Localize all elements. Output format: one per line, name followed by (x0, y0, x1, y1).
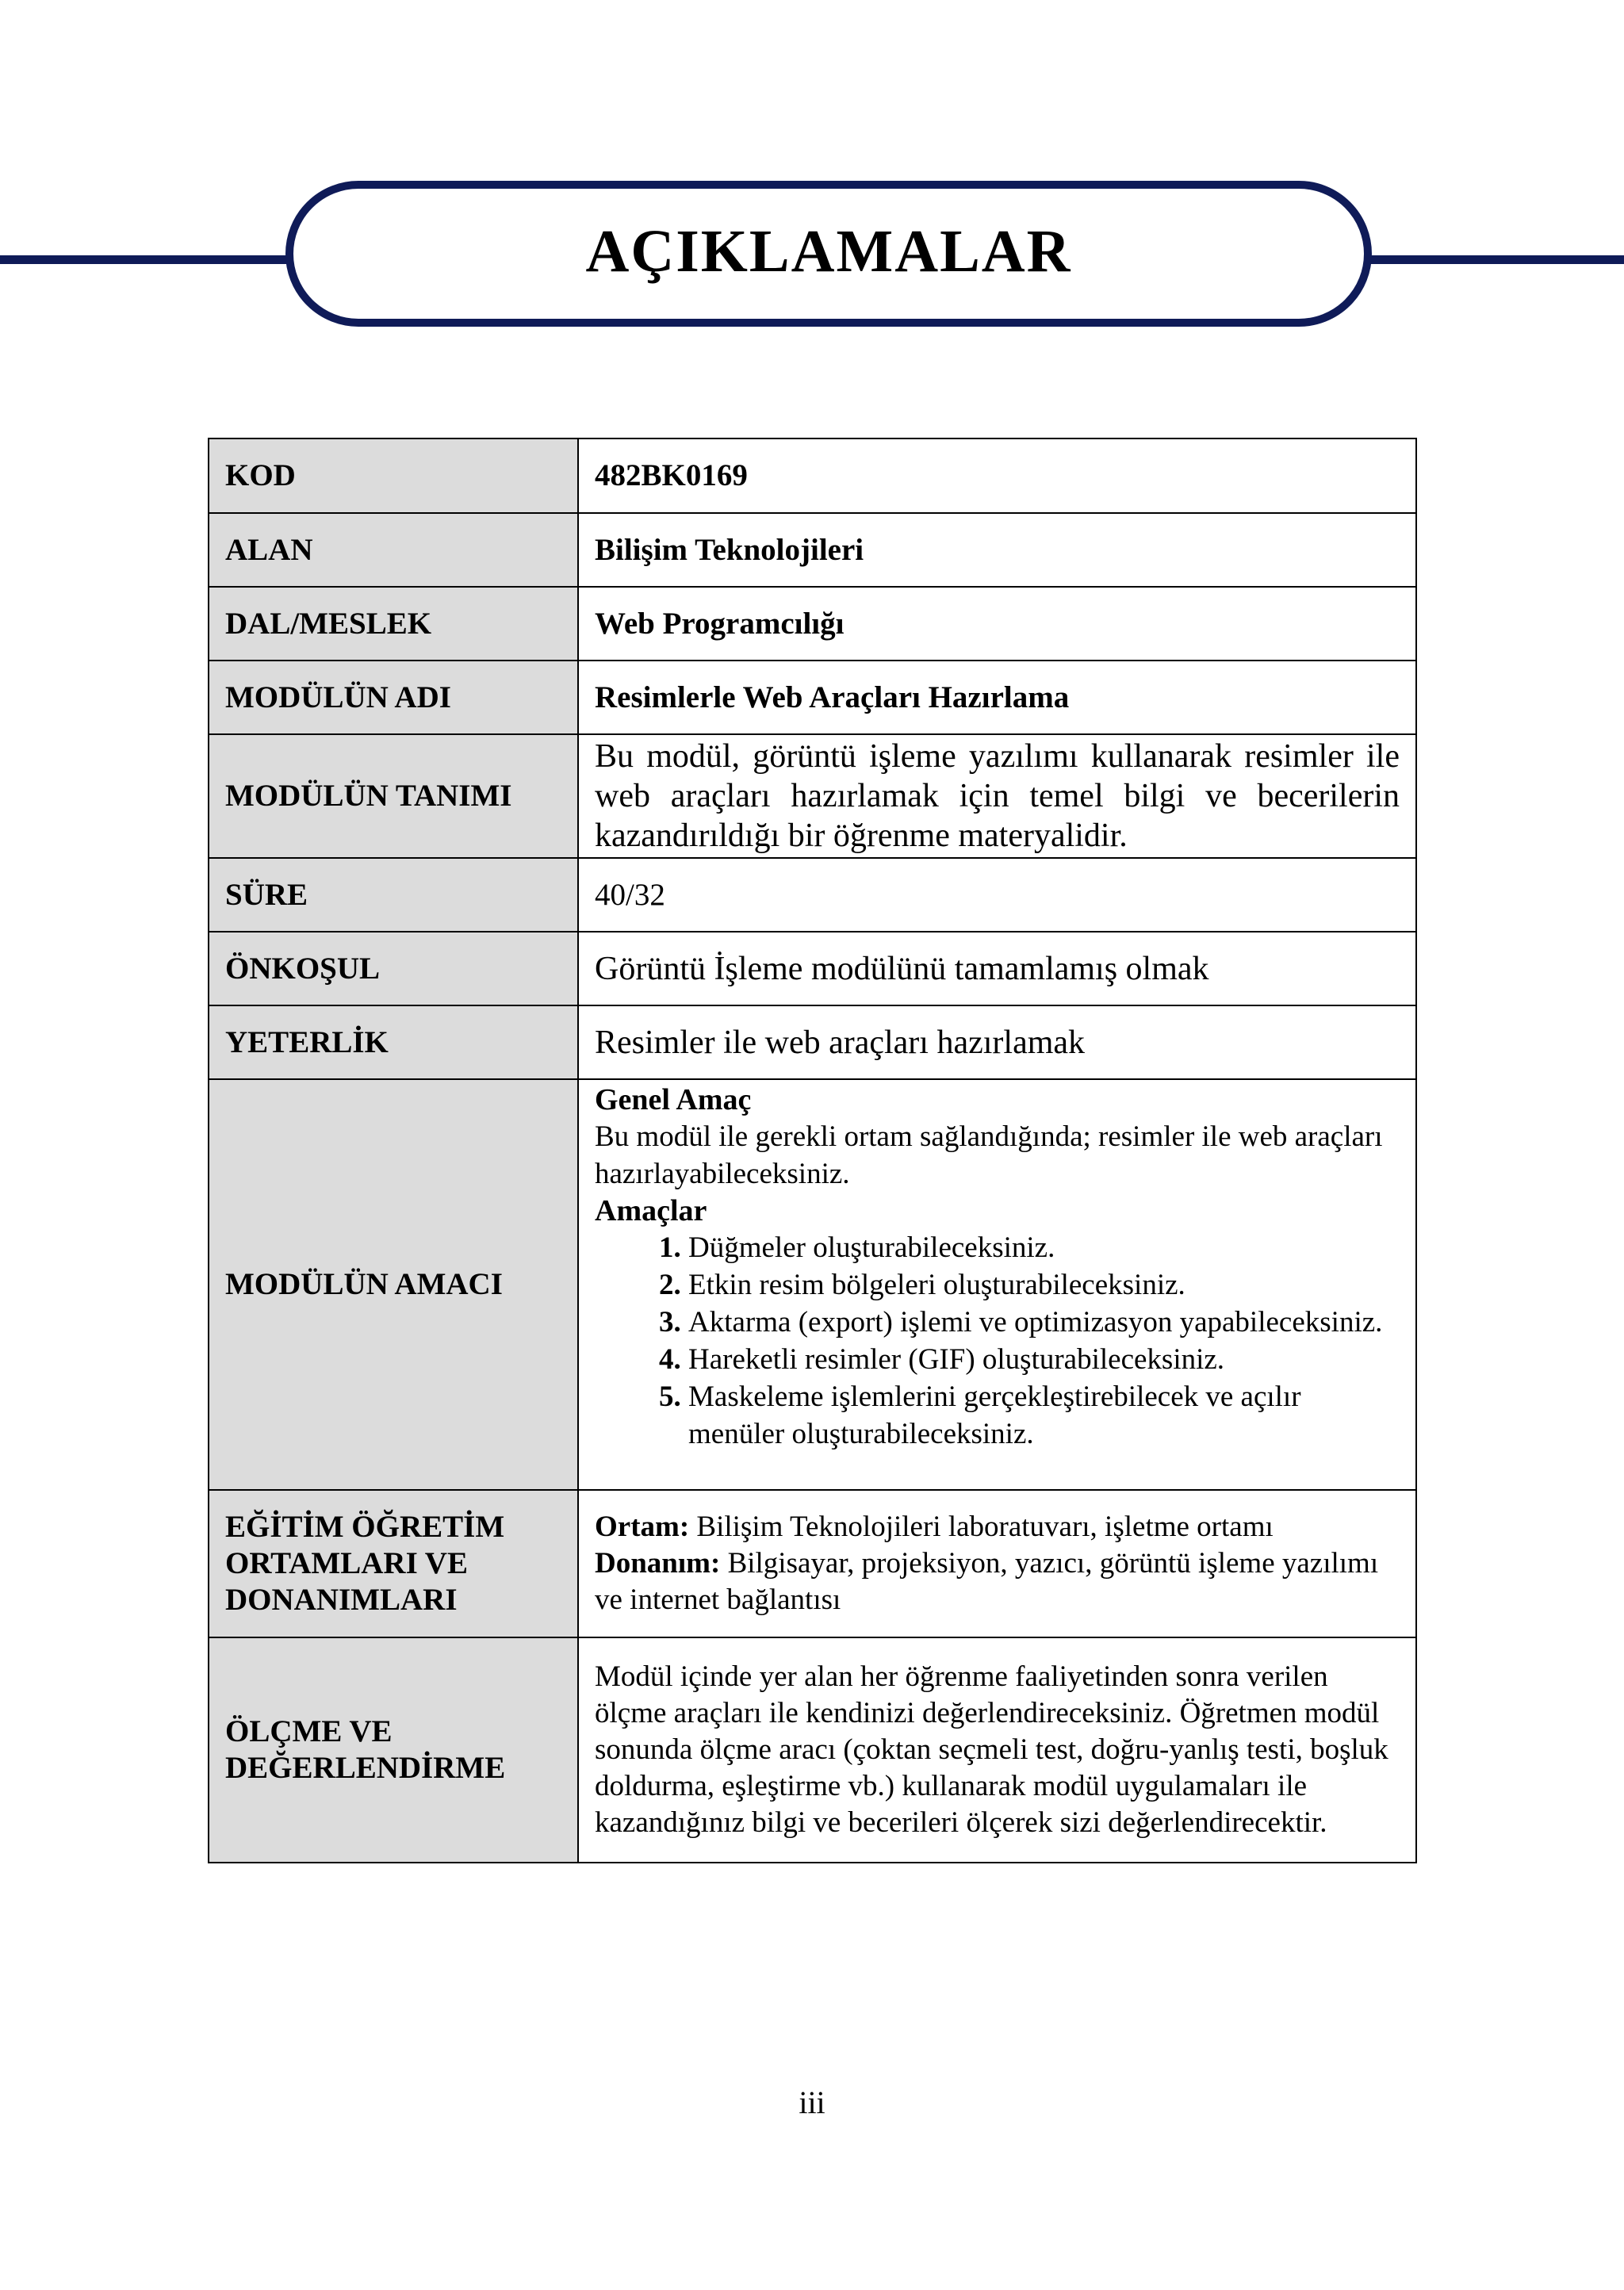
table-row (209, 734, 1416, 858)
row-value-ortam (578, 1490, 1416, 1637)
label-line: EĞİTİM ÖĞRETİM (225, 1510, 505, 1544)
donanim-text: Bilgisayar, projeksiyon, yazıcı, görüntü işleme yazılımı ve internet bağlantısı (595, 1547, 1379, 1616)
amaclar-list (595, 1229, 1400, 1453)
table-row (209, 587, 1416, 661)
genel-amac-heading: Genel Amaç (595, 1083, 752, 1116)
row-value-amac (578, 1079, 1416, 1490)
table-row (209, 932, 1416, 1005)
label-line: DEĞERLENDİRME (225, 1751, 506, 1785)
row-value-modul-tanimi: Bu modül, görüntü işleme yazılımı kullanarak resimler ile web araçları hazırlamak için temel bilgi ve becerilerin kazandırıldığı bir öğrenme materyalidir. (578, 734, 1416, 858)
row-value-kod: 482BK0169 (578, 438, 1416, 513)
row-value-sure: 40/32 (578, 858, 1416, 932)
row-label-modul-adi: MODÜLÜN ADI (209, 661, 578, 734)
table-row (209, 858, 1416, 932)
table-row (209, 1079, 1416, 1490)
row-label-sure: SÜRE (209, 858, 578, 932)
donanim-key: Donanım: (595, 1547, 721, 1580)
row-label-onkosul: ÖNKOŞUL (209, 932, 578, 1005)
table-row (209, 661, 1416, 734)
row-label-ortam (209, 1490, 578, 1637)
table-row (209, 513, 1416, 587)
page-title: AÇIKLAMALAR (585, 217, 1072, 285)
ortam-line (595, 1509, 1400, 1545)
list-item: 3. Aktarma (export) işlemi ve optimizasyon yapabileceksiniz. (688, 1304, 1400, 1341)
row-label-olcme (209, 1637, 578, 1863)
amaclar-heading: Amaçlar (595, 1194, 707, 1227)
row-value-yeterlik: Resimler ile web araçları hazırlamak (578, 1005, 1416, 1079)
page-number: iii (799, 2085, 825, 2120)
table-row (209, 1637, 1416, 1863)
table-row (209, 1005, 1416, 1079)
list-item: 5. Maskeleme işlemlerini gerçekleştirebilecek ve açılır menüler oluşturabileceksiniz. (688, 1378, 1400, 1453)
table-row (209, 1490, 1416, 1637)
row-value-dal: Web Programcılığı (578, 587, 1416, 661)
row-label-dal: DAL/MESLEK (209, 587, 578, 661)
header-banner (285, 181, 1372, 327)
row-label-alan: ALAN (209, 513, 578, 587)
row-value-modul-adi: Resimlerle Web Araçları Hazırlama (578, 661, 1416, 734)
header-rule-left (0, 255, 292, 264)
module-info-table (208, 438, 1417, 1863)
table-row (209, 438, 1416, 513)
row-label-modul-tanimi: MODÜLÜN TANIMI (209, 734, 578, 858)
ortam-text: Bilişim Teknolojileri laboratuvarı, işletme ortamı (689, 1511, 1274, 1543)
list-item: 4. Hareketli resimler (GIF) oluşturabileceksiniz. (688, 1341, 1400, 1378)
donanim-line (595, 1545, 1400, 1618)
row-label-kod: KOD (209, 438, 578, 513)
row-label-yeterlik: YETERLİK (209, 1005, 578, 1079)
header-rule-right (1370, 255, 1624, 264)
row-label-amac: MODÜLÜN AMACI (209, 1079, 578, 1490)
row-value-onkosul: Görüntü İşleme modülünü tamamlamış olmak (578, 932, 1416, 1005)
ortam-key: Ortam: (595, 1511, 690, 1543)
list-item: 2. Etkin resim bölgeleri oluşturabileceksiniz. (688, 1266, 1400, 1304)
list-item: 1. Düğmeler oluşturabileceksiniz. (688, 1229, 1400, 1266)
label-line: DONANIMLARI (225, 1583, 458, 1617)
row-value-olcme: Modül içinde yer alan her öğrenme faaliyetinden sonra verilen ölçme araçları ile kendinizi değerlendireceksiniz. Öğretmen modül sonunda ölçme aracı (çoktan seçmeli test, doğru-yanlış testi, boşluk doldurma, eşleştirme vb.) kullanarak modül uygulamaları ile kazandığınız bilgi ve becerileri ölçerek sizi değerlendirecektir. (578, 1637, 1416, 1863)
genel-amac-text: Bu modül ile gerekli ortam sağlandığında; resimler ile web araçları hazırlayabileceksiniz. (595, 1120, 1383, 1190)
row-value-alan: Bilişim Teknolojileri (578, 513, 1416, 587)
label-line: ORTAMLARI VE (225, 1546, 468, 1580)
label-line: ÖLÇME VE (225, 1714, 393, 1748)
